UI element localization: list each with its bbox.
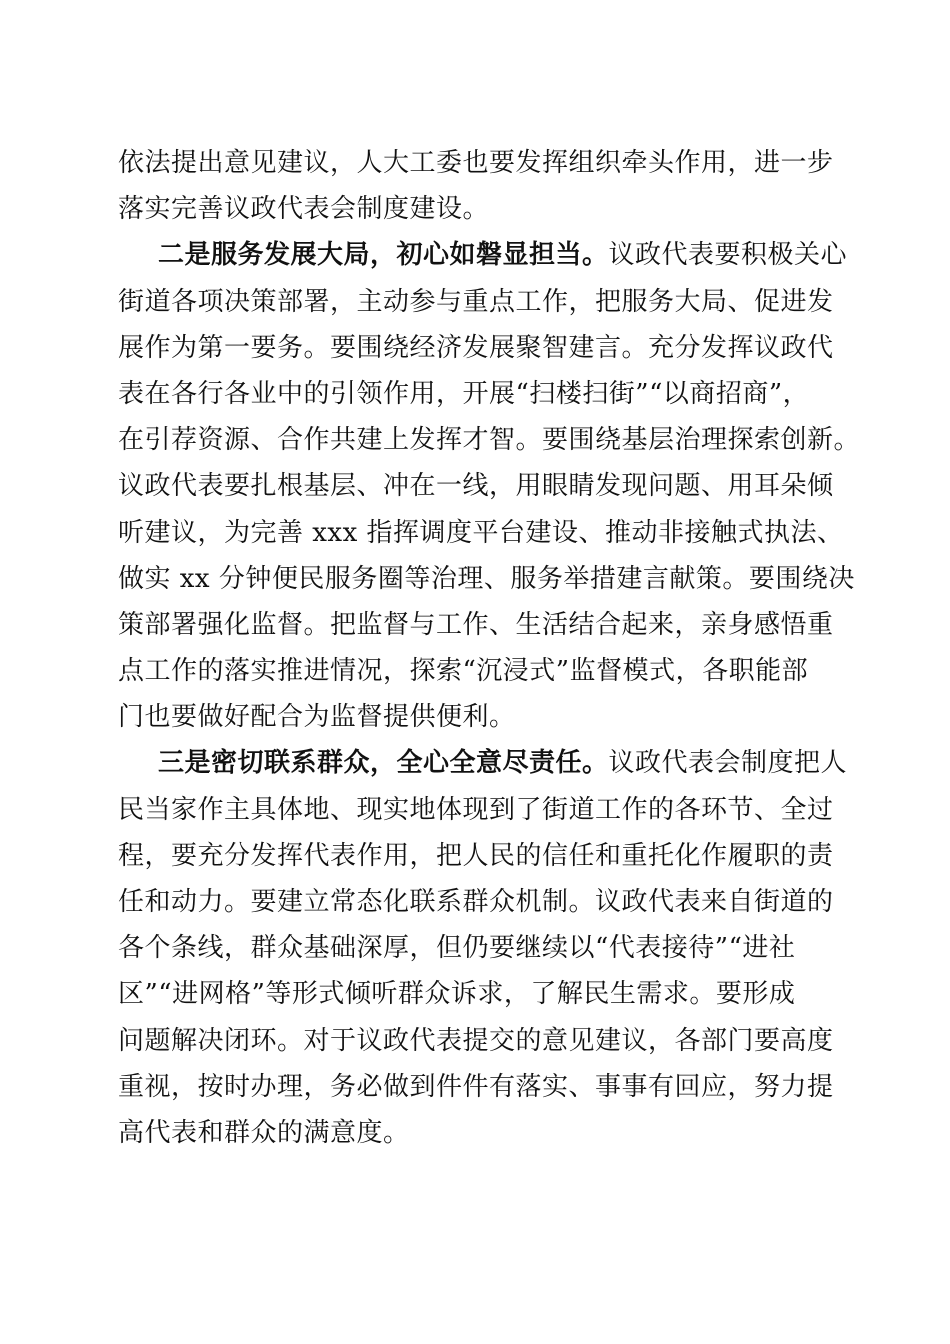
text-line: 各个条线，群众基础深厚，但仍要继续以“代表接待”“进社 <box>118 933 796 964</box>
text-line: 程，要充分发挥代表作用，把人民的信任和重托化作履职的责 <box>118 840 834 871</box>
text-line: 高代表和群众的满意度。 <box>118 1117 410 1148</box>
text-line: 在引荐资源、合作共建上发挥才智。要围绕基层治理探索创新。 <box>118 425 861 456</box>
text-line: 点工作的落实推进情况，探索“沉浸式”监督模式，各职能部 <box>118 656 809 687</box>
text-line: 重视，按时办理，务必做到件件有落实、事事有回应，努力提 <box>118 1071 834 1102</box>
paragraph-3-heading: 三是密切联系群众，全心全意尽责任。 <box>158 748 609 779</box>
text-line: 表在各行各业中的引领作用，开展“扫楼扫街”“以商招商”， <box>118 378 810 409</box>
paragraph-2-first-line-rest: 议政代表要积极关心 <box>608 240 848 271</box>
text-line: 任和动力。要建立常态化联系群众机制。议政代表来自街道的 <box>118 887 834 917</box>
text-line: 听建议，为完善 xxx 指挥调度平台建设、推动非接触式执法、 <box>118 517 844 548</box>
paragraph-3 <box>118 740 848 1156</box>
text-line: 街道各项决策部署，主动参与重点工作，把服务大局、促进发 <box>118 286 834 317</box>
text-line: 策部署强化监督。把监督与工作、生活结合起来，亲身感悟重 <box>118 609 834 640</box>
text-line: 落实完善议政代表会制度建设。 <box>118 194 490 225</box>
text-line: 做实 xx 分钟便民服务圈等治理、服务举措建言献策。要围绕决 <box>118 563 855 594</box>
text-line: 依法提出意见建议，人大工委也要发挥组织牵头作用，进一步 <box>118 148 834 178</box>
text-line: 展作为第一要务。要围绕经济发展聚智建言。充分发挥议政代 <box>118 332 834 363</box>
paragraph-3-first-line <box>118 740 848 786</box>
paragraph-3-first-line-rest: 议政代表会制度把人 <box>608 748 848 779</box>
paragraph-2-first-line <box>118 232 848 278</box>
text-line: 议政代表要扎根基层、冲在一线，用眼睛发现问题、用耳朵倾 <box>118 471 834 502</box>
document-body <box>118 140 861 1156</box>
paragraph-2 <box>118 232 861 740</box>
text-line: 区”“进网格”等形式倾听群众诉求，了解民生需求。要形成 <box>118 979 796 1010</box>
text-line: 问题解决闭环。对于议政代表提交的意见建议，各部门要高度 <box>118 1025 834 1056</box>
paragraph-1 <box>118 140 834 232</box>
text-line: 门也要做好配合为监督提供便利。 <box>118 702 516 733</box>
text-line: 民当家作主具体地、现实地体现到了街道工作的各环节、全过 <box>118 794 834 825</box>
paragraph-2-heading: 二是服务发展大局，初心如磐显担当。 <box>158 240 609 271</box>
